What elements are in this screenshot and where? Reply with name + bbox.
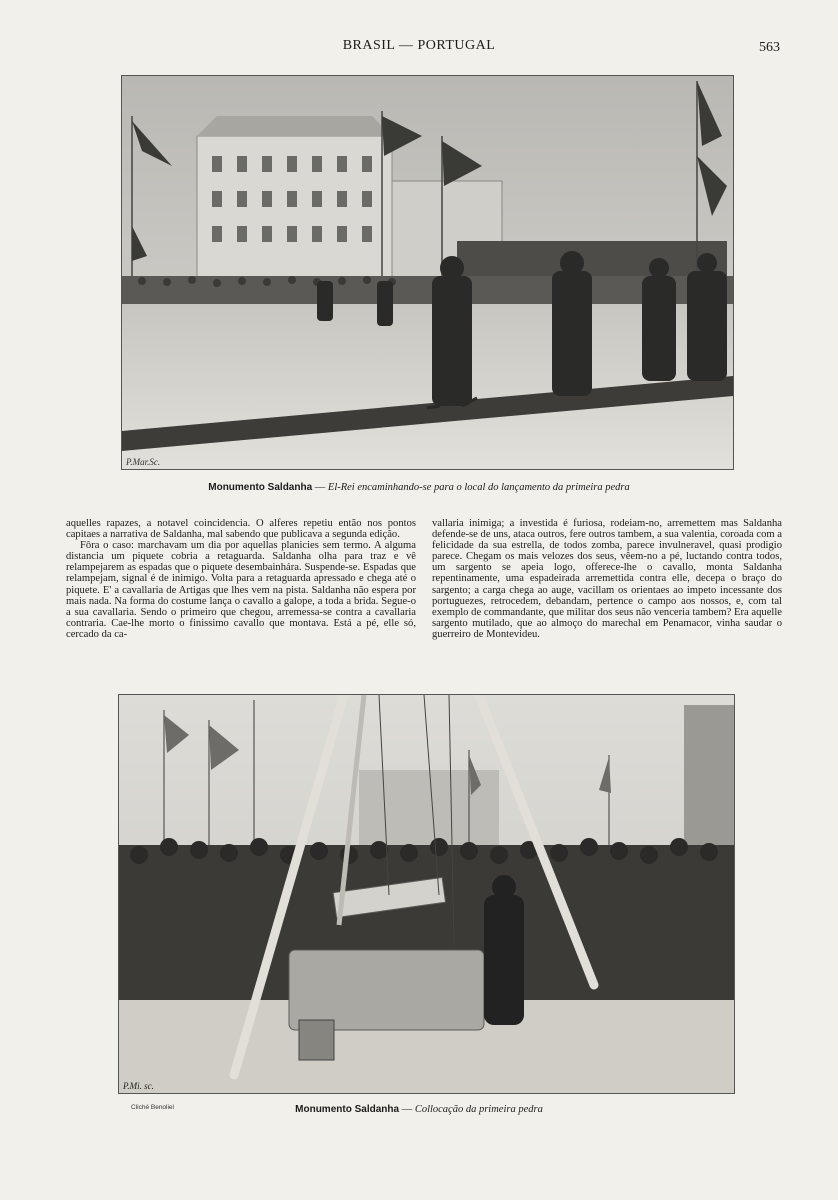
caption-bottom-subtitle: Collocação da primeira pedra (414, 1104, 543, 1115)
article-columns (66, 518, 782, 640)
first-stone-illustration (119, 695, 734, 1093)
photo-king-procession (121, 75, 734, 470)
right-column (432, 518, 782, 640)
procession-illustration (122, 76, 733, 469)
caption-top-subtitle: El-Rei encaminhando-se para o local do lançamento da primeira pedra (327, 482, 630, 493)
caption-bottom-title: Monumento Saldanha (295, 1104, 400, 1115)
photo-credit: Cliché Benoliel (131, 1104, 174, 1111)
caption-top-title: Monumento Saldanha (208, 482, 313, 493)
caption-bottom (0, 1104, 838, 1115)
caption-top (0, 482, 838, 493)
caption-top-separator: — (312, 482, 328, 493)
left-column (66, 518, 416, 640)
paragraph: vallaria inimiga; a investida é furiosa, rodeiam-no, arremettem mas Saldanha defende-se de uns, ataca outros, fere outros tambem, a sua valentia, coroada com a felicidade da sua estrella, de todos zomba, parece invulneravel, quasi prodigio parece. Chegam os mais velozes dos seus, vêem-no a pé, luctando contra todos, um sargento se apeia logo, offerece-lhe o cavallo, monta Saldanha repentinamente, uma espadeirada arremettida contra elle, decepa o braço do sargento; a carga chega ao auge, vacillam os orientaes ao impeto incessante dos portuguezes, retrocedem, debandam, pertence o campo aos nossos, e, com tal exemplo de commandante, que militar dos seus não venceria tambem? Era aquelle sargento mutilado, que ao almoço do marechal em Penamacor, vinha saudar o guerreiro de Montevideu. (432, 518, 782, 640)
page-number: 563 (759, 40, 780, 55)
photo-first-stone (118, 694, 735, 1094)
paragraph: aquelles rapazes, a notavel coincidencia. O alferes repetiu então nos pontos capitaes a narrativa de Saldanha, mal sabendo que publicava a segunda edição. (66, 518, 416, 541)
running-title: BRASIL — PORTUGAL (342, 38, 496, 53)
engraver-mark-top: P.Mar.Sc. (126, 457, 161, 467)
caption-bottom-separator: — (399, 1104, 415, 1115)
paragraph: Fôra o caso: marchavam um dia por aquellas planicies sem termo. A alguma distancia um piquete cobria a retaguarda. Saldanha olha para traz e vê relampejarem as espadas que o piquete desembainhára. Suspende-se. Espadas que relampejam, signal é de inimigo. Volta para a retaguarda apressado e chega até o piquete. E' a cavallaria de Artigas que lhes vem na pista. Saldanha não espera por mais nada. Na forma do costume lança o cavallo a galope, a toda a brida. Segue-o a sua cavallaria. Sendo o primeiro que chegou, arremessa-se contra a cavallaria contraria. Cae-lhe morto o finissimo cavallo que montava. Está a pé, elle só, cercado da ca- (66, 540, 416, 640)
engraver-mark-bottom: P.Mi. sc. (123, 1081, 154, 1091)
